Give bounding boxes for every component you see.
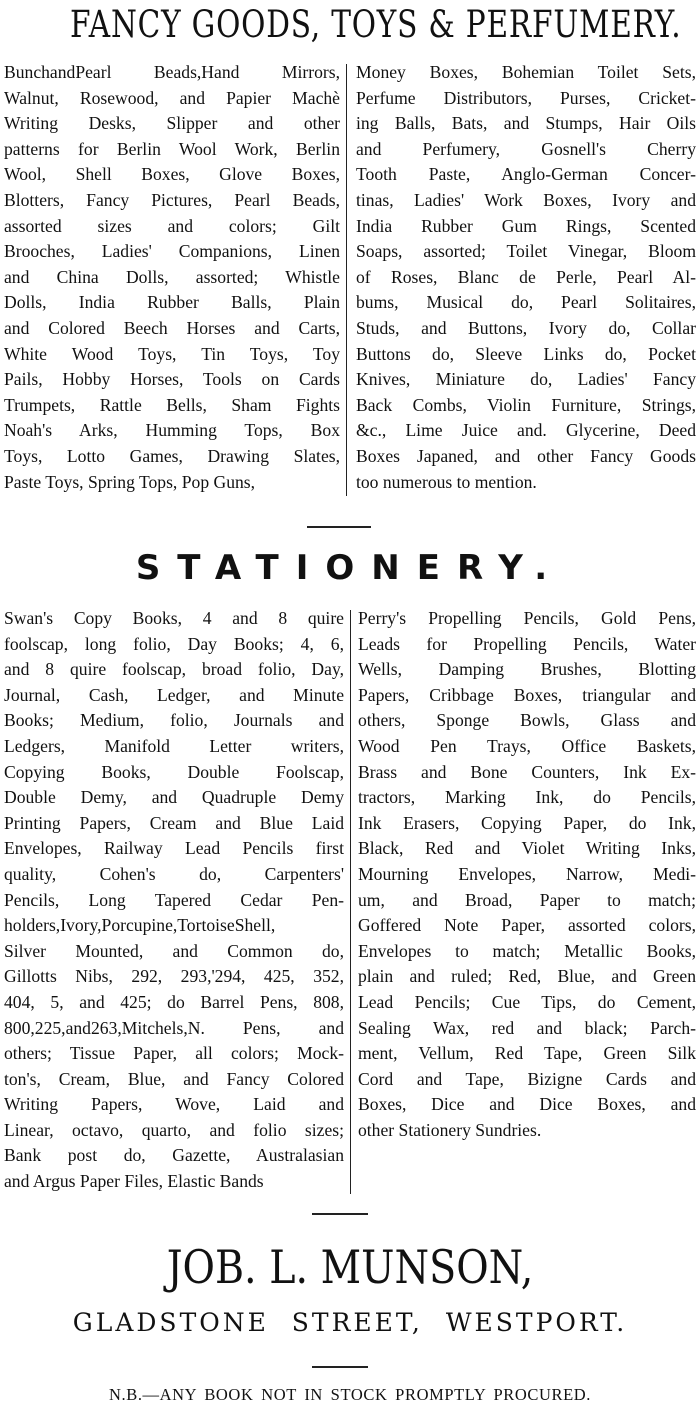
text-line: and Perfumery, Gosnell's Cherry (356, 138, 696, 159)
text-line: others; Tissue Paper, all colors; Mock- (4, 1043, 344, 1064)
text-line: Perry's Propelling Pencils, Gold Pens, (358, 608, 696, 628)
text-line: 404, 5, and 425; do Barrel Pens, 808, (4, 991, 344, 1012)
text-line: ton's, Cream, Blue, and Fancy Colored (4, 1068, 344, 1089)
text-line: Cord and Tape, Bizigne Cards and (358, 1068, 696, 1089)
text-line: Wool, Shell Boxes, Glove Boxes, (4, 164, 340, 185)
section-divider-rule (312, 1366, 368, 1368)
text-line: &c., Lime Juice and. Glycerine, Deed (356, 420, 696, 441)
text-line: Books; Medium, folio, Journals and (4, 710, 344, 731)
text-line: um, and Broad, Paper to match; (358, 889, 696, 910)
text-line: Envelopes, Railway Lead Pencils first (4, 838, 344, 859)
text-line: Brooches, Ladies' Companions, Linen (4, 241, 340, 262)
text-line: Silver Mounted, and Common do, (4, 940, 344, 961)
text-line: Boxes, Dice and Dice Boxes, and (358, 1094, 696, 1115)
text-line: Wood Pen Trays, Office Baskets, (358, 735, 696, 756)
section-divider-rule (312, 1213, 368, 1215)
text-line: tinas, Ladies' Work Boxes, Ivory and (356, 189, 696, 210)
text-line: Ledgers, Manifold Letter writers, (4, 735, 344, 756)
text-line: Sealing Wax, red and black; Parch- (358, 1017, 696, 1038)
text-line: ing Balls, Bats, and Stumps, Hair Oils (356, 113, 696, 134)
text-line: Ink Erasers, Copying Paper, do Ink, (358, 812, 696, 833)
text-line: Wells, Damping Brushes, Blotting (358, 659, 696, 680)
merchant-name: JOB. L. MUNSON, (166, 1240, 534, 1294)
text-line: Gillotts Nibs, 292, 293,'294, 425, 352, (4, 966, 344, 987)
text-line: Noah's Arks, Humming Tops, Box (4, 420, 340, 441)
text-line: Blotters, Fancy Pictures, Pearl Beads, (4, 189, 340, 210)
fancy-goods-section (0, 60, 700, 500)
text-line: and Argus Paper Files, Elastic Bands (4, 1171, 264, 1192)
text-line: ment, Vellum, Red Tape, Green Silk (358, 1043, 696, 1064)
text-line: and China Dolls, assorted; Whistle (4, 266, 340, 287)
stationery-heading: STATIONERY. (135, 548, 565, 588)
text-line: Black, Red and Violet Writing Inks, (358, 838, 696, 859)
text-line: Paste Toys, Spring Tops, Pop Guns, (4, 471, 256, 492)
column-divider (350, 610, 351, 1194)
text-line: Pencils, Long Tapered Cedar Pen- (4, 889, 344, 910)
text-line: Journal, Cash, Ledger, and Minute (4, 684, 344, 705)
fancy-goods-left-column (4, 60, 340, 495)
text-line: Back Combs, Violin Furniture, Strings, (356, 394, 696, 415)
stationery-left-column (4, 606, 344, 1195)
fancy-goods-right-column (356, 60, 696, 495)
text-line: Writing Desks, Slipper and other (4, 113, 340, 134)
text-line: Bank post do, Gazette, Australasian (4, 1145, 344, 1166)
text-line: Printing Papers, Cream and Blue Laid (4, 812, 344, 833)
text-line: Soaps, assorted; Toilet Vinegar, Bloom (356, 241, 696, 262)
section-divider-rule (307, 526, 371, 528)
text-line: and Colored Beech Horses and Carts, (4, 317, 340, 338)
text-line: 800,225,and263,Mitchels,N. Pens, and (4, 1017, 344, 1038)
text-line: Copying Books, Double Foolscap, (4, 761, 344, 782)
text-line: patterns for Berlin Wool Work, Berlin (4, 138, 340, 159)
text-line: Leads for Propelling Pencils, Water (358, 633, 696, 654)
text-line: White Wood Toys, Tin Toys, Toy (4, 343, 340, 364)
footnote: N.B.—ANY BOOK NOT IN STOCK PROMPTLY PROCURED. (108, 1385, 592, 1404)
text-line: Goffered Note Paper, assorted colors, (358, 915, 696, 936)
text-line: tractors, Marking Ink, do Pencils, (358, 787, 696, 808)
text-line: of Roses, Blanc de Perle, Pearl Al- (356, 266, 696, 287)
text-line: others, Sponge Bowls, Glass and (358, 710, 696, 731)
text-line: plain and ruled; Red, Blue, and Green (358, 966, 696, 987)
text-line: Tooth Paste, Anglo-German Concer- (356, 164, 696, 185)
text-line: Studs, and Buttons, Ivory do, Collar (356, 317, 696, 338)
text-line: BunchandPearl Beads,Hand Mirrors, (4, 62, 340, 82)
column-divider (346, 64, 347, 496)
text-line: too numerous to mention. (356, 471, 537, 492)
text-line: Linear, octavo, quarto, and folio sizes; (4, 1119, 344, 1140)
text-line: Writing Papers, Wove, Laid and (4, 1094, 344, 1115)
text-line: assorted sizes and colors; Gilt (4, 215, 340, 236)
stationery-right-column (358, 606, 696, 1143)
text-line: foolscap, long folio, Day Books; 4, 6, (4, 633, 344, 654)
text-line: Walnut, Rosewood, and Papier Machè (4, 87, 340, 108)
text-line: Papers, Cribbage Boxes, triangular and (358, 684, 696, 705)
text-line: Envelopes to match; Metallic Books, (358, 940, 696, 961)
text-line: Brass and Bone Counters, Ink Ex- (358, 761, 696, 782)
text-line: Trumpets, Rattle Bells, Sham Fights (4, 394, 340, 415)
merchant-address: GLADSTONE STREET, WESTPORT. (72, 1308, 628, 1337)
text-line: other Stationery Sundries. (358, 1119, 542, 1140)
stationery-section (0, 606, 700, 1206)
text-line: bums, Musical do, Pearl Solitaires, (356, 292, 696, 313)
text-line: Toys, Lotto Games, Drawing Slates, (4, 445, 340, 466)
fancy-goods-heading: FANCY GOODS, TOYS & PERFUMERY. (70, 3, 682, 46)
text-line: Knives, Miniature do, Ladies' Fancy (356, 369, 696, 390)
text-line: quality, Cohen's do, Carpenters' (4, 863, 344, 884)
text-line: Boxes Japaned, and other Fancy Goods (356, 445, 696, 466)
text-line: Buttons do, Sleeve Links do, Pocket (356, 343, 696, 364)
text-line: Dolls, India Rubber Balls, Plain (4, 292, 340, 313)
text-line: Lead Pencils; Cue Tips, do Cement, (358, 991, 696, 1012)
text-line: Pails, Hobby Horses, Tools on Cards (4, 369, 340, 390)
text-line: Swan's Copy Books, 4 and 8 quire (4, 608, 344, 628)
text-line: Double Demy, and Quadruple Demy (4, 787, 344, 808)
text-line: Perfume Distributors, Purses, Cricket- (356, 87, 696, 108)
text-line: Money Boxes, Bohemian Toilet Sets, (356, 62, 696, 82)
text-line: holders,Ivory,Porcupine,TortoiseShell, (4, 915, 276, 936)
text-line: and 8 quire foolscap, broad folio, Day, (4, 659, 344, 680)
text-line: Mourning Envelopes, Narrow, Medi- (358, 863, 696, 884)
text-line: India Rubber Gum Rings, Scented (356, 215, 696, 236)
